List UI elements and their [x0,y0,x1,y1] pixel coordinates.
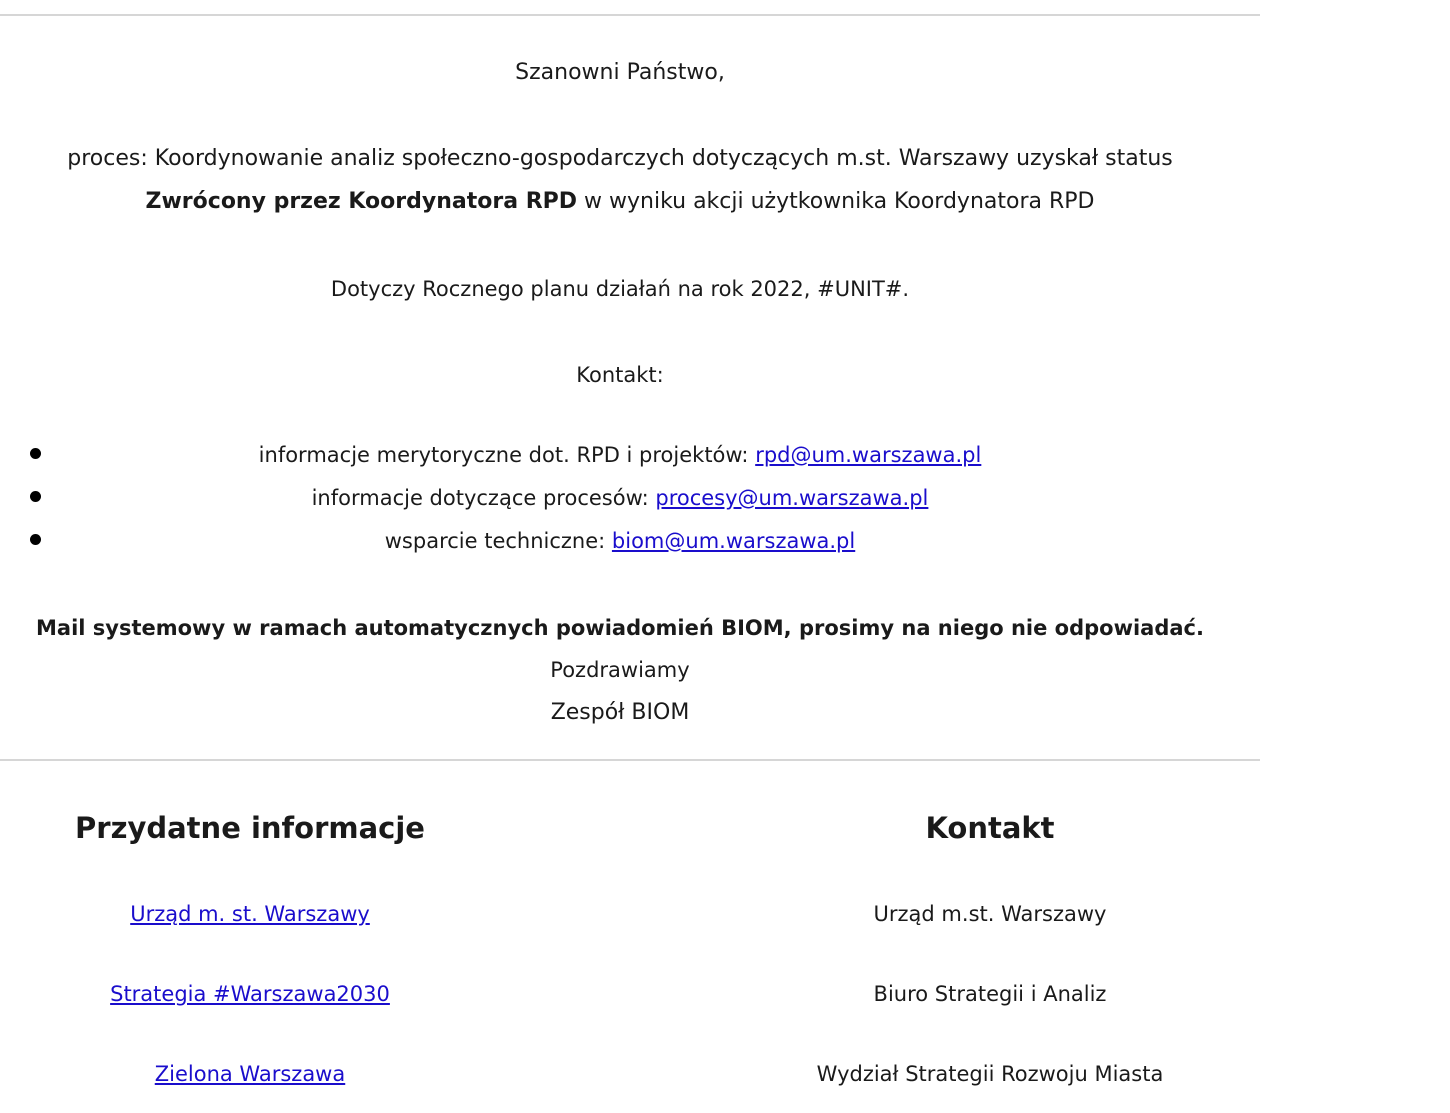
status-action-text: w wyniku akcji użytkownika Koordynatora RPD [577,189,1095,214]
contact-org-line: Urząd m.st. Warszawy [873,902,1107,926]
contact-heading: Kontakt: [576,363,664,387]
system-note: Mail systemowy w ramach automatycznych powiadomień BIOM, prosimy na niego nie odpowiadać. [36,616,1204,640]
contact-label: informacje merytoryczne dot. RPD i projektów: [258,443,756,467]
team-signature: Zespół BIOM [550,700,690,725]
status-message-line1: proces: Koordynowanie analiz społeczno-gospodarczych dotyczących m.st. Warszawy uzyskał status [67,146,1173,171]
link-strategia-warszawa2030[interactable]: Strategia #Warszawa2030 [110,982,390,1006]
bullet-icon [30,491,41,502]
footer-contact-title: Kontakt [925,811,1055,845]
contact-office-line: Biuro Strategii i Analiz [873,982,1107,1006]
contact-list [0,440,1240,569]
link-urzad-warszawy[interactable]: Urząd m. st. Warszawy [130,902,370,926]
contact-label: wsparcie techniczne: [384,529,612,553]
link-zielona-warszawa[interactable]: Zielona Warszawa [154,1062,346,1086]
status-name: Zwrócony przez Koordynatora RPD [145,189,578,214]
signoff: Pozdrawiamy [550,658,690,682]
contact-department-line: Wydział Strategii Rozwoju Miasta [816,1062,1164,1086]
contact-item-processes [0,483,1240,526]
footer-useful-info [0,805,500,1086]
contact-item-support [0,526,1240,569]
footer-contact [740,805,1240,1086]
email-link-procesy[interactable]: procesy@um.warszawa.pl [655,486,929,510]
plan-note: Dotyczy Rocznego planu działań na rok 2022, #UNIT#. [330,277,910,301]
contact-item-merit [0,440,1240,483]
top-divider [0,14,1260,16]
email-link-biom[interactable]: biom@um.warszawa.pl [611,529,856,553]
contact-label: informacje dotyczące procesów: [311,486,656,510]
greeting: Szanowni Państwo, [515,60,725,85]
bullet-icon [30,534,41,545]
status-message-line2 [0,187,1240,217]
footer-divider [0,759,1260,761]
bullet-icon [30,448,41,459]
footer-useful-info-title: Przydatne informacje [75,811,425,845]
email-link-rpd[interactable]: rpd@um.warszawa.pl [755,443,982,467]
